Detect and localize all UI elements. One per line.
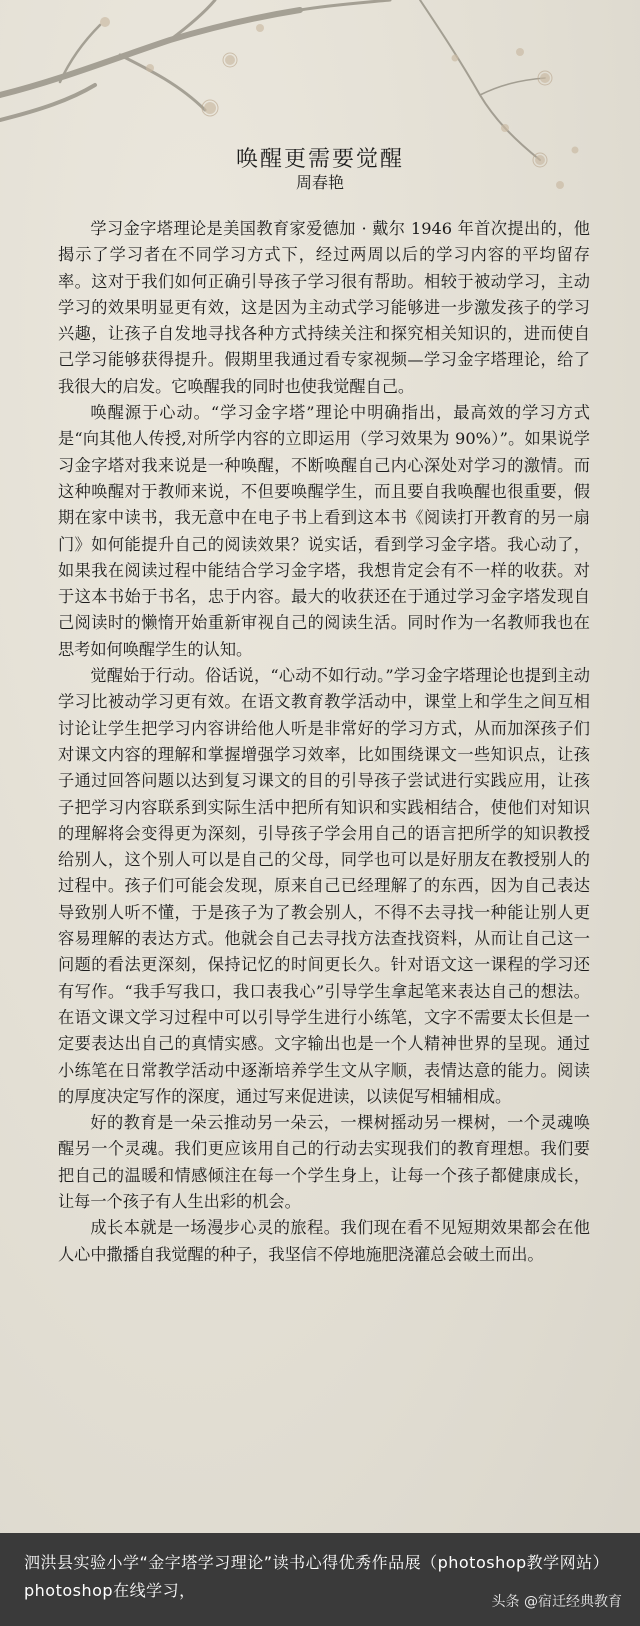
plum-blossom-decoration [0, 0, 640, 240]
caption-text: 泗洪县实验小学“金字塔学习理论”读书心得优秀作品展（photoshop教学网站）photoshop在线学习， [24, 1553, 610, 1600]
article-body [58, 216, 590, 1268]
paragraph: 学习金字塔理论是美国教育家爱德加 · 戴尔 1946 年首次提出的，他揭示了学习者在不同学习方式下，经过两周以后的学习内容的平均留存率。这对于我们如何正确引导孩子学习很有帮助。相较于被动学习，主动学习的效果明显更有效，这是因为主动式学习能够进一步激发孩子的学习兴趣，让孩子自发地寻找各种方式持续关注和探究相关知识的，进而使自己学习能够获得提升。假期里我通过看专家视频—学习金字塔理论，给了我很大的启发。它唤醒我的同时也使我觉醒自己。 [58, 219, 590, 396]
caption-bar [0, 1533, 640, 1626]
article-title: 唤醒更需要觉醒 [235, 147, 404, 172]
paragraph: 成长本就是一场漫步心灵的旅程。我们现在看不见短期效果都会在他人心中撒播自我觉醒的种子，我坚信不停地施肥浇灌总会破土而出。 [58, 1218, 590, 1264]
paragraph: 好的教育是一朵云推动另一朵云，一棵树摇动另一棵树，一个灵魂唤醒另一个灵魂。我们更应该用自己的行动去实现我们的教育理想。我们要把自己的温暖和情感倾注在每一个学生身上，让每一个孩子都健康成长，让每一个孩子有人生出彩的机会。 [58, 1113, 590, 1211]
paragraph: 唤醒源于心动。“学习金字塔”理论中明确指出，最高效的学习方式是“向其他人传授,对所学内容的立即运用（学习效果为 90%）”。如果说学习金字塔对我来说是一种唤醒，不断唤醒自己内心深处对学习的激情。而这种唤醒对于教师来说，不但要唤醒学生，而且要自我唤醒也很重要，假期在家中读书，我无意中在电子书上看到这本书《阅读打开教育的另一扇门》如何能提升自己的阅读效果？说实话，看到学习金字塔。我心动了，如果我在阅读过程中能结合学习金字塔，我想肯定会有不一样的收获。对于这本书始于书名，忠于内容。最大的收获还在于通过学习金字塔发现自己阅读时的懒惰开始重新审视自己的阅读生活。同时作为一名教师我也在思考如何唤醒学生的认知。 [58, 403, 590, 659]
watermark: 头条 @宿迁经典教育 [491, 1594, 622, 1610]
article-author: 周春艳 [295, 173, 344, 192]
paragraph: 觉醒始于行动。俗话说，“心动不如行动。”学习金字塔理论也提到主动学习比被动学习更有效。在语文教育教学活动中，课堂上和学生之间互相讨论让学生把学习内容讲给他人听是非常好的学习方式，从而加深孩子们对课文内容的理解和掌握增强学习效率，比如围绕课文一些知识点，让孩子通过回答问题以达到复习课文的目的引导孩子尝试进行实践应用，让孩子把学习内容联系到实际生活中把所有知识和实践相结合，使他们对知识的理解将会变得更为深刻，引导孩子学会用自己的语言把所学的知识教授给别人，这个别人可以是自己的父母，同学也可以是好朋友在教授别人的过程中。孩子们可能会发现，原来自己已经理解了的东西，因为自己表达导致别人听不懂，于是孩子为了教会别人，不得不去寻找一种能让别人更容易理解的表达方式。他就会自己去寻找方法查找资料，从而让自己这一问题的看法更深刻，保持记忆的时间更长久。针对语文这一课程的学习还有写作。“我手写我口，我口表我心”引导学生拿起笔来表达自己的想法。在语文课文学习过程中可以引导学生进行小练笔，文字不需要太长但是一定要表达出自己的真情实感。文字输出也是一个人精神世界的呈现。通过小练笔在日常教学活动中逐渐培养学生文从字顺，表情达意的能力。阅读的厚度决定写作的深度，通过写来促进读，以读促写相辅相成。 [58, 666, 590, 1106]
